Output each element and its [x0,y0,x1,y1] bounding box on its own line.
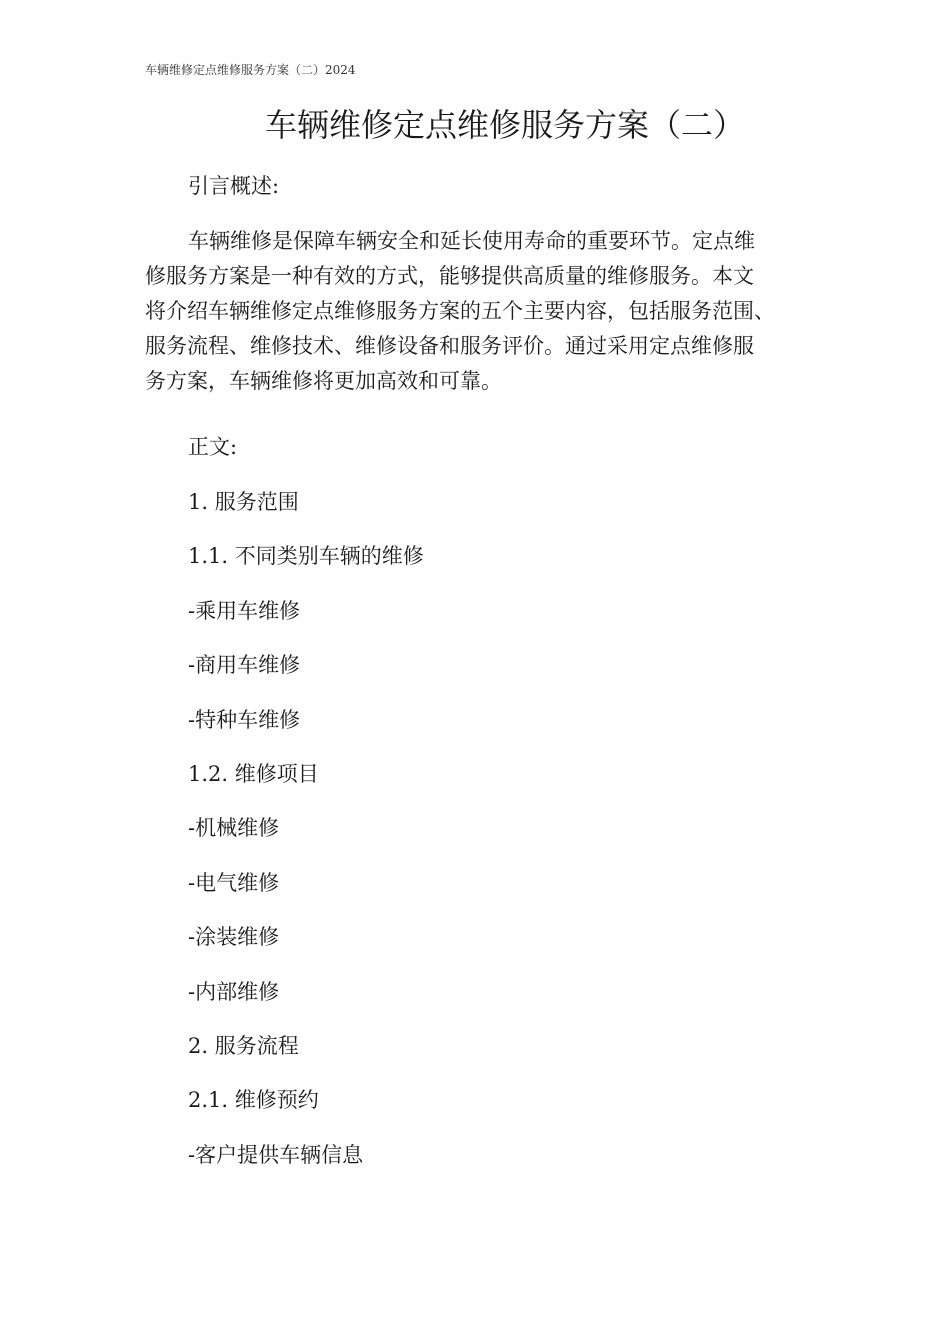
body-heading: 正文: [188,435,238,459]
list-item: -涂装维修 [188,925,280,949]
running-header: 车辆维修定点维修服务方案（二）2024 [145,63,356,77]
intro-heading: 引言概述: [188,174,280,198]
list-item: -机械维修 [188,816,280,840]
list-item: -乘用车维修 [188,599,301,623]
intro-paragraph-line: 服务流程、维修技术、维修设备和服务评价。通过采用定点维修服 [145,334,754,358]
intro-paragraph-line: 车辆维修是保障车辆安全和延长使用寿命的重要环节。定点维 [188,229,755,253]
list-item: -内部维修 [188,980,280,1004]
subsection-heading: 2.1. 维修预约 [188,1088,319,1112]
subsection-heading: 1.1. 不同类别车辆的维修 [188,544,424,568]
list-item: -客户提供车辆信息 [188,1143,364,1167]
intro-paragraph-line: 将介绍车辆维修定点维修服务方案的五个主要内容，包括服务范围、 [145,299,775,323]
section-heading: 2. 服务流程 [188,1034,299,1058]
document-title: 车辆维修定点维修服务方案（二） [264,106,745,144]
list-item: -特种车维修 [188,708,301,732]
section-heading: 1. 服务范围 [188,490,299,514]
intro-paragraph-line: 修服务方案是一种有效的方式，能够提供高质量的维修服务。本文 [145,264,754,288]
list-item: -商用车维修 [188,653,301,677]
intro-paragraph-line: 务方案，车辆维修将更加高效和可靠。 [145,369,502,393]
list-item: -电气维修 [188,871,280,895]
subsection-heading: 1.2. 维修项目 [188,762,319,786]
